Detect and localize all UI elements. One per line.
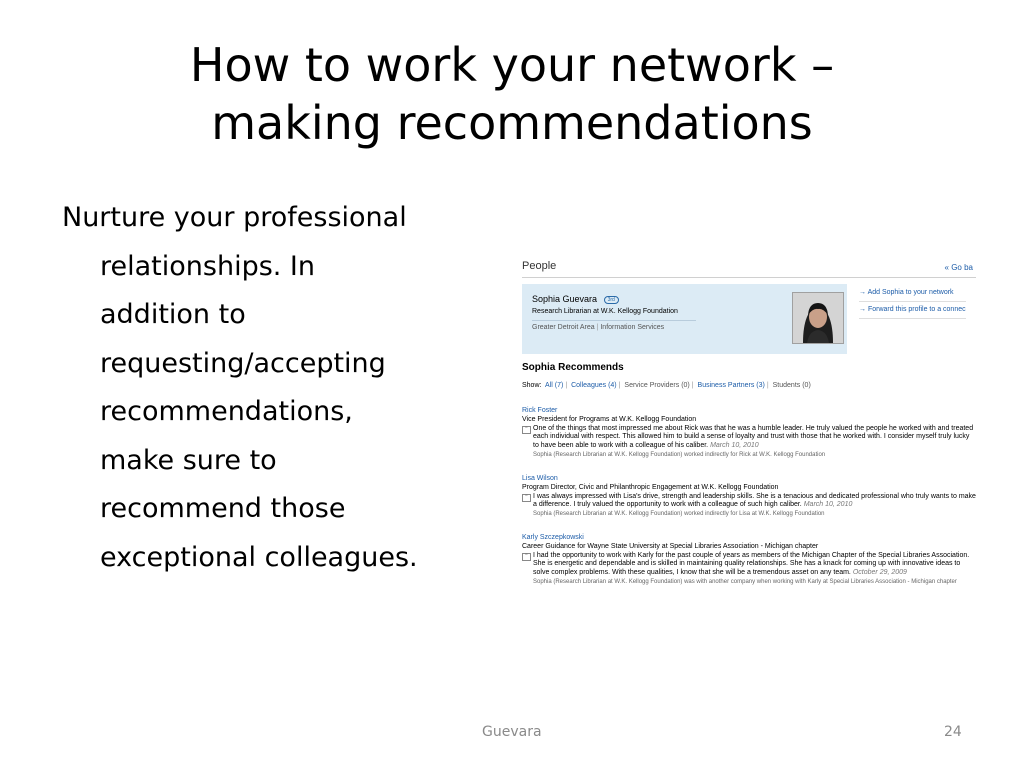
action-forward-profile[interactable]: → Forward this profile to a connec (859, 302, 966, 319)
recommendation-quote: " One of the things that most impressed me about Rick was that he was a humble leader. He truly valued the people he worked with and treated each individual with respect. This allowed him to build a sense of loyalty and trust with those that he worked with. I consider myself truly lucky to have been able to work with a colleague of his caliber. March 10, 2010 (522, 425, 976, 451)
recommendee-name[interactable]: Rick Foster (522, 407, 558, 414)
body-line: requesting/accepting (100, 347, 386, 379)
recommendations-heading: Sophia Recommends (522, 362, 624, 373)
profile-card (522, 284, 847, 354)
body-line: recommendations, (100, 396, 353, 427)
profile-location: Greater Detroit Area (532, 324, 595, 331)
action-add-to-network[interactable]: → Add Sophia to your network (859, 285, 966, 302)
recommendation-date: October 29, 2009 (852, 569, 907, 577)
recommendee-title: Program Director, Civic and Philanthropic Engagement at W.K. Kellogg Foundation (522, 483, 779, 491)
body-line: addition to (100, 299, 246, 330)
filter-colleagues[interactable]: Colleagues (4) (571, 382, 617, 389)
profile-industry: Information Services (600, 324, 665, 331)
filter-students: Students (0) (772, 382, 811, 389)
quote-icon: " (522, 426, 531, 434)
recommendation-item (522, 475, 976, 518)
recommendation-date: March 10, 2010 (803, 501, 853, 509)
arrow-right-icon: → (859, 289, 868, 296)
recommendation-quote: " I had the opportunity to work with Karly for the past couple of years as members of the Michigan Chapter of the Special Libraries Association. She is energetic and dependable and is skilled in maintaining quality relationships. She has a knack for coming up with innovative ideas to solve complex problems. With these qualities, I know that she will be a tremendous asset on any team. October 29, 2009 (522, 552, 976, 578)
recommendation-relationship: Sophia (Research Librarian at W.K. Kellogg Foundation) was with another company when working with Karly at Special Libraries Association - Michigan chapter (533, 578, 957, 585)
recommendation-quote: " I was always impressed with Lisa's drive, strength and leadership skills. She is a tenacious and dedicated professional who truly wants to make a difference. I truly valued the opportunity to work with a colleague of such high caliber. March 10, 2010 (522, 493, 976, 511)
filter-label: Show: (522, 382, 542, 389)
avatar (792, 292, 844, 344)
slide-title (0, 36, 1024, 152)
divider (522, 277, 976, 278)
divider (532, 320, 696, 321)
go-back-link[interactable]: « Go ba (944, 263, 973, 272)
recommendation-date: March 10, 2010 (710, 442, 759, 450)
body-line: relationships. In (100, 250, 316, 282)
recommendation-relationship: Sophia (Research Librarian at W.K. Kellogg Foundation) worked indirectly for Lisa at W.K. Kellogg Foundation (533, 511, 825, 518)
quote-icon: " (522, 553, 531, 561)
arrow-right-icon: → (859, 306, 868, 313)
filter-bar: Show: All (7) | Colleagues (4) | Service Providers (0) | Business Partners (3) | Students (0) (522, 382, 811, 389)
recommendation-item (522, 534, 976, 586)
quote-icon: " (522, 494, 531, 502)
profile-actions (859, 285, 966, 319)
recommendation-relationship: Sophia (Research Librarian at W.K. Kellogg Foundation) worked indirectly for Rick at W.K. Kellogg Foundation (533, 451, 826, 458)
title-line-1: How to work your network – (189, 38, 835, 92)
linkedin-screenshot (516, 257, 976, 613)
body-line: recommend those (100, 493, 346, 524)
filter-all[interactable]: All (7) (545, 382, 564, 389)
filter-business-partners[interactable]: Business Partners (3) (697, 382, 765, 389)
profile-name-row (532, 294, 619, 304)
footer-author: Guevara (482, 724, 542, 740)
body-line: exceptional colleagues. (100, 541, 418, 573)
profile-name[interactable]: Sophia Guevara (532, 294, 598, 304)
recommendee-title: Career Guidance for Wayne State University at Special Libraries Association - Michigan chapter (522, 542, 819, 550)
title-line-2: making recommendations (211, 96, 813, 150)
recommendee-title: Vice President for Programs at W.K. Kellogg Foundation (522, 415, 697, 423)
recommendation-item (522, 407, 976, 459)
filter-service-providers: Service Providers (0) (624, 382, 690, 389)
degree-badge: 3rd (604, 296, 619, 304)
body-text (62, 194, 502, 582)
profile-title: Research Librarian at W.K. Kellogg Foundation (532, 308, 678, 315)
section-label: People (522, 260, 557, 272)
profile-location-row: Greater Detroit Area | Information Services (532, 324, 665, 331)
body-line-first: Nurture your professional (62, 202, 407, 233)
avatar-photo (793, 293, 843, 343)
body-line: make sure to (100, 444, 277, 476)
recommendee-name[interactable]: Lisa Wilson (522, 475, 558, 482)
page-number: 24 (944, 724, 962, 740)
recommendee-name[interactable]: Karly Szczepkowski (522, 534, 584, 541)
